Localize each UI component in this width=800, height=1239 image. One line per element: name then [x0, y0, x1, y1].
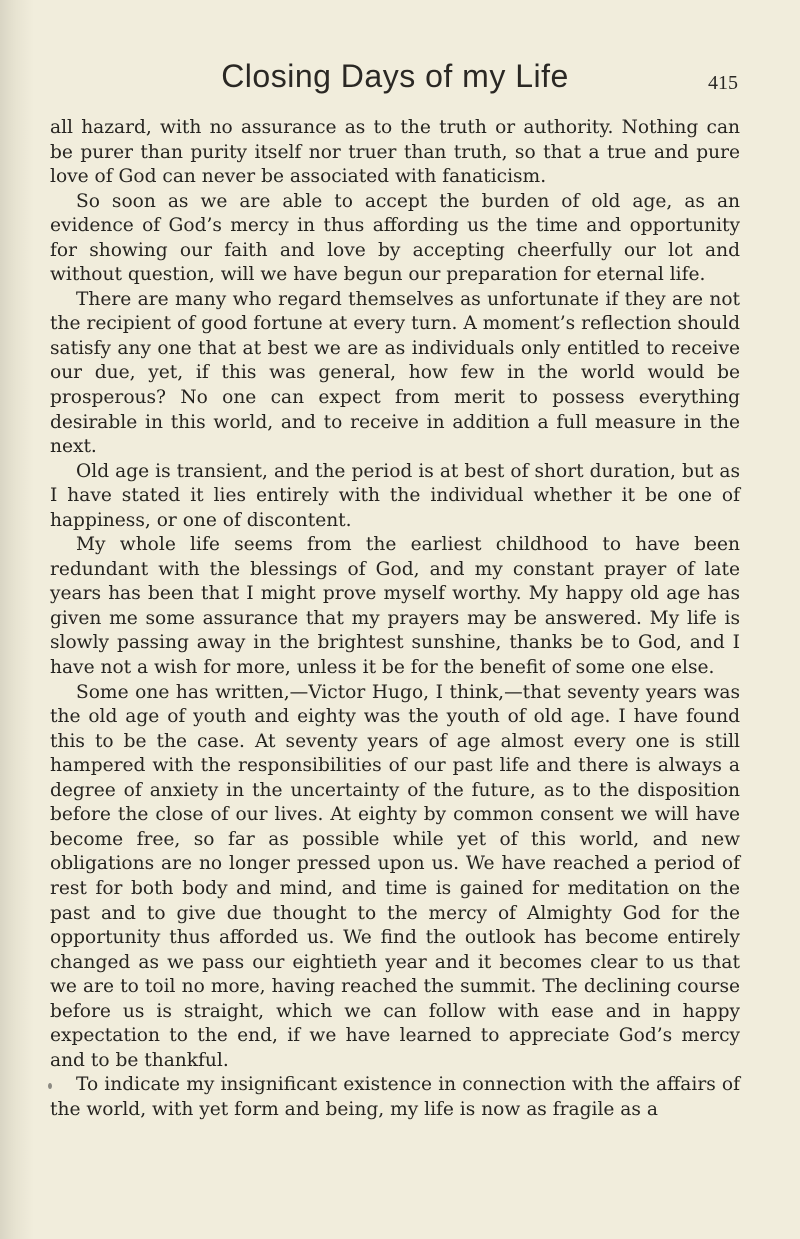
- paragraph: Some one has written,—Victor Hugo, I think,—that seventy years was the old age of youth and eighty was the youth of old age. I have found this to be the case. At seventy years of age almost every one is still hampered with the responsibilities of our past life and there is always a degree of anxiety in the uncertainty of the future, as to the disposition before the close of our lives. At eighty by common consent we will have become free, so far as possible while yet of this world, and new obligations are no longer pressed upon us. We have reached a period of rest for both body and mind, and time is gained for meditation on the past and to give due thought to the mercy of Almighty God for the opportunity thus afforded us. We find the outlook has become entirely changed as we pass our eightieth year and it becomes clear to us that we are to toil no more, having reached the summit. The declining course before us is straight, which we can follow with ease and in happy expectation to the end, if we have learned to appreciate God’s mercy and to be thankful.: [50, 681, 740, 1071]
- running-title: Closing Days of my Life: [221, 58, 569, 94]
- paragraph: So soon as we are able to accept the burden of old age, as an evidence of God’s mercy in thus affording us the time and opportunity for showing our faith and love by accepting cheerfully our lot and without question, will we have begun our preparation for eternal life.: [50, 190, 740, 286]
- paragraph: My whole life seems from the earliest childhood to have been redundant with the blessings of God, and my constant prayer of late years has been that I might prove myself worthy. My happy old age has given me some assurance that my prayers may be answered. My life is slowly passing away in the brightest sunshine, thanks be to God, and I have not a wish for more, unless it be for the benefit of some one else.: [50, 534, 740, 679]
- paragraph: To indicate my insignificant existence in connection with the affairs of the world, with yet form and being, my life is now as fragile as a: [50, 1074, 740, 1120]
- page-edge-shadow: [0, 0, 34, 1239]
- paragraph: all hazard, with no assurance as to the truth or authority. Nothing can be purer than purity itself nor truer than truth, so that a true and pure love of God can never be associated with fanaticism.: [50, 117, 740, 188]
- page-header: [60, 58, 738, 104]
- paragraph: There are many who regard themselves as unfortunate if they are not the recipient of good fortune at every turn. A moment’s reflection should satisfy any one that at best we are as individuals only entitled to receive our due, yet, if this was general, how few in the world would be prosperous? No one can expect from merit to possess everything desirable in this world, and to receive in addition a full measure in the next.: [50, 288, 740, 458]
- page-number: 415: [708, 72, 738, 94]
- body-text: [50, 116, 740, 1122]
- ink-speck: [48, 1083, 52, 1089]
- paragraph: Old age is transient, and the period is at best of short duration, but as I have stated it lies entirely with the individual whether it be one of happiness, or one of discontent.: [50, 460, 740, 531]
